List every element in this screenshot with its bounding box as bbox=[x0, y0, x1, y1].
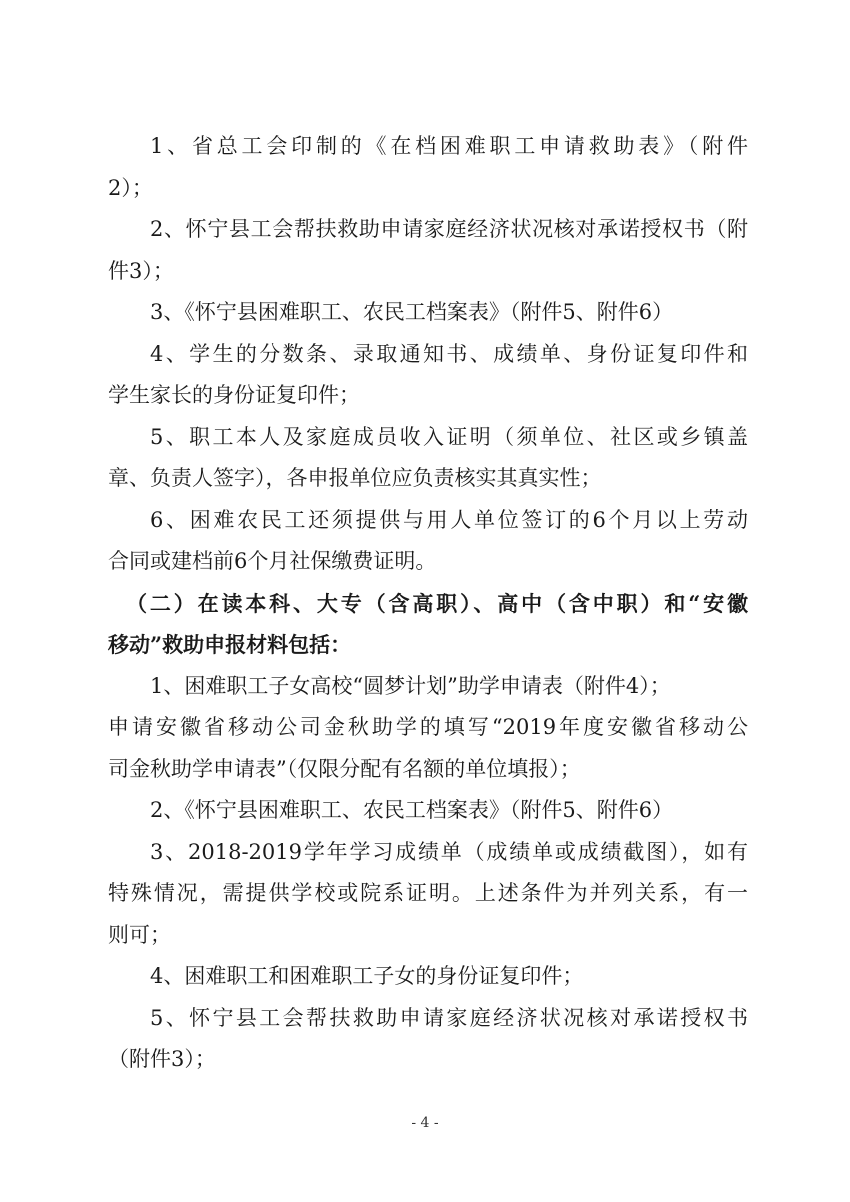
paragraph-line: 特殊情况，需提供学校或院系证明。上述条件为并列关系，有一 bbox=[108, 881, 748, 905]
paragraph-line: 2、《怀宁县困难职工、农民工档案表》（附件5、附件6） bbox=[150, 798, 674, 822]
paragraph-line: 5、怀宁县工会帮扶救助申请家庭经济状况核对承诺授权书 bbox=[150, 1005, 748, 1030]
paragraph-line: 3、《怀宁县困难职工、农民工档案表》（附件5、附件6） bbox=[150, 300, 674, 324]
paragraph-line: 则可； bbox=[108, 922, 171, 947]
paragraph-line: （附件3）； bbox=[108, 1047, 216, 1071]
paragraph-line: 5、职工本人及家庭成员收入证明（须单位、社区或乡镇盖 bbox=[150, 424, 748, 449]
page-number: - 4 - bbox=[411, 1115, 439, 1131]
paragraph-line: 章、负责人签字），各申报单位应负责核实其真实性； bbox=[108, 466, 602, 490]
paragraph-line: 6、困难农民工还须提供与用人单位签订的6个月以上劳动 bbox=[150, 507, 748, 532]
paragraph-line: 学生家长的身份证复印件； bbox=[108, 383, 360, 407]
paragraph-line: 2、怀宁县工会帮扶救助申请家庭经济状况核对承诺授权书（附 bbox=[150, 217, 748, 241]
paragraph-line: 件3）； bbox=[108, 258, 174, 283]
paragraph-line: 4、困难职工和困难职工子女的身份证复印件； bbox=[150, 964, 584, 988]
paragraph-line: 2）； bbox=[108, 175, 153, 200]
paragraph-line: 司金秋助学申请表”（仅限分配有名额的单位填报）； bbox=[108, 756, 581, 781]
paragraph-line: 1、省总工会印制的《在档困难职工申请救助表》（附件 bbox=[150, 134, 748, 158]
paragraph-line: 申请安徽省移动公司金秋助学的填写“2019年度安徽省移动公 bbox=[108, 715, 748, 739]
document-body bbox=[108, 126, 748, 1081]
paragraph-line: 3、2018-2019学年学习成绩单（成绩单或成绩截图），如有 bbox=[150, 839, 748, 864]
section-heading-line: 移动”救助申报材料包括： bbox=[108, 632, 352, 657]
paragraph-line: 合同或建档前6个月社保缴费证明。 bbox=[108, 549, 437, 573]
paragraph-line: 4、学生的分数条、录取通知书、成绩单、身份证复印件和 bbox=[150, 341, 748, 366]
section-heading-line: （二）在读本科、大专（含高职）、高中（含中职）和“安徽 bbox=[126, 590, 748, 616]
paragraph-line: 1、困难职工子女高校“圆梦计划”助学申请表（附件4）； bbox=[150, 673, 671, 698]
